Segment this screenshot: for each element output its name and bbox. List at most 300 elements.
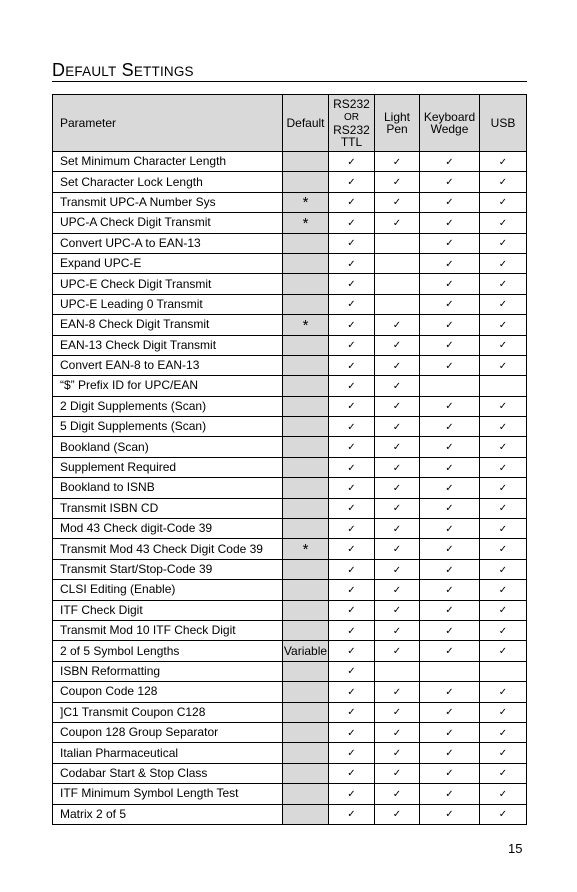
parameter-cell: Coupon 128 Group Separator xyxy=(53,722,283,742)
rs232-cell xyxy=(329,335,375,355)
keyboard-wedge-cell xyxy=(420,539,480,559)
check-icon: ✓ xyxy=(392,401,402,413)
check-icon: ✓ xyxy=(392,727,402,739)
check-icon: ✓ xyxy=(347,646,356,658)
default-cell xyxy=(283,498,329,518)
light-pen-cell xyxy=(375,376,420,396)
page-title xyxy=(52,60,194,82)
rs232-cell xyxy=(329,498,375,518)
check-icon: ✓ xyxy=(392,360,402,372)
title-initial-d: D xyxy=(52,60,66,80)
table-row xyxy=(53,539,527,559)
table-row xyxy=(53,620,527,640)
header-keyboard-wedge xyxy=(420,95,480,152)
default-cell xyxy=(283,784,329,804)
check-icon: ✓ xyxy=(445,319,454,331)
default-settings-table xyxy=(52,94,527,825)
parameter-cell: ]C1 Transmit Coupon C128 xyxy=(53,702,283,722)
check-icon: ✓ xyxy=(498,197,508,209)
check-icon: ✓ xyxy=(498,156,508,168)
default-cell xyxy=(283,315,329,335)
default-cell xyxy=(283,763,329,783)
default-cell xyxy=(283,641,329,661)
check-icon: ✓ xyxy=(392,197,402,209)
check-icon: ✓ xyxy=(445,197,454,209)
default-cell xyxy=(283,152,329,172)
usb-cell xyxy=(480,355,527,375)
parameter-cell: 2 Digit Supplements (Scan) xyxy=(53,396,283,416)
light-pen-cell xyxy=(375,682,420,702)
default-cell xyxy=(283,294,329,314)
default-cell xyxy=(283,253,329,273)
default-value: * xyxy=(302,194,309,212)
rs232-cell xyxy=(329,620,375,640)
light-pen-cell xyxy=(375,763,420,783)
table-row xyxy=(53,600,527,620)
light-pen-cell xyxy=(375,396,420,416)
check-icon: ✓ xyxy=(445,503,454,515)
check-icon: ✓ xyxy=(498,421,508,433)
check-icon: ✓ xyxy=(347,380,356,392)
table-row xyxy=(53,192,527,212)
keyboard-wedge-cell xyxy=(420,417,480,437)
check-icon: ✓ xyxy=(347,462,356,474)
check-icon: ✓ xyxy=(445,544,454,556)
usb-cell xyxy=(480,396,527,416)
keyboard-wedge-cell xyxy=(420,580,480,600)
check-icon: ✓ xyxy=(392,605,402,617)
check-icon: ✓ xyxy=(445,401,454,413)
table-row xyxy=(53,253,527,273)
light-pen-cell xyxy=(375,559,420,579)
usb-cell xyxy=(480,294,527,314)
rs232-cell xyxy=(329,396,375,416)
default-cell xyxy=(283,519,329,539)
header-light-pen-line1: Light xyxy=(383,110,411,124)
header-rs232 xyxy=(329,95,375,152)
light-pen-cell xyxy=(375,620,420,640)
usb-cell xyxy=(480,580,527,600)
rs232-cell xyxy=(329,376,375,396)
keyboard-wedge-cell xyxy=(420,213,480,233)
check-icon: ✓ xyxy=(347,605,356,617)
rs232-cell xyxy=(329,519,375,539)
parameter-cell: Bookland to ISNB xyxy=(53,478,283,498)
check-icon: ✓ xyxy=(445,156,454,168)
usb-cell xyxy=(480,437,527,457)
parameter-cell: ITF Check Digit xyxy=(53,600,283,620)
light-pen-cell xyxy=(375,172,420,192)
table-row xyxy=(53,743,527,763)
keyboard-wedge-cell xyxy=(420,376,480,396)
light-pen-cell xyxy=(375,600,420,620)
header-default: Default xyxy=(283,95,329,152)
check-icon: ✓ xyxy=(445,707,454,719)
default-cell xyxy=(283,722,329,742)
rs232-cell xyxy=(329,233,375,253)
check-icon: ✓ xyxy=(498,646,508,658)
rs232-cell xyxy=(329,539,375,559)
keyboard-wedge-cell xyxy=(420,600,480,620)
check-icon: ✓ xyxy=(498,707,508,719)
usb-cell xyxy=(480,682,527,702)
keyboard-wedge-cell xyxy=(420,437,480,457)
header-parameter: Parameter xyxy=(53,95,283,152)
usb-cell xyxy=(480,376,527,396)
default-cell xyxy=(283,192,329,212)
parameter-cell: UPC-E Check Digit Transmit xyxy=(53,274,283,294)
check-icon: ✓ xyxy=(392,503,402,515)
check-icon: ✓ xyxy=(347,258,356,270)
check-icon: ✓ xyxy=(347,177,356,189)
page-number: 15 xyxy=(508,841,523,856)
usb-cell xyxy=(480,172,527,192)
check-icon: ✓ xyxy=(445,299,454,311)
check-icon: ✓ xyxy=(445,523,454,535)
usb-cell xyxy=(480,213,527,233)
check-icon: ✓ xyxy=(445,238,454,250)
light-pen-cell xyxy=(375,213,420,233)
usb-cell xyxy=(480,620,527,640)
light-pen-cell xyxy=(375,784,420,804)
check-icon: ✓ xyxy=(445,340,454,352)
light-pen-cell xyxy=(375,233,420,253)
check-icon: ✓ xyxy=(498,401,508,413)
table-row xyxy=(53,213,527,233)
parameter-cell: Transmit Mod 10 ITF Check Digit xyxy=(53,620,283,640)
light-pen-cell xyxy=(375,804,420,824)
default-cell xyxy=(283,804,329,824)
check-icon: ✓ xyxy=(498,584,508,596)
light-pen-cell xyxy=(375,722,420,742)
parameter-cell: Codabar Start & Stop Class xyxy=(53,763,283,783)
check-icon: ✓ xyxy=(347,564,356,576)
check-icon: ✓ xyxy=(347,544,356,556)
light-pen-cell xyxy=(375,315,420,335)
rs232-cell xyxy=(329,559,375,579)
table-row xyxy=(53,376,527,396)
check-icon: ✓ xyxy=(498,625,508,637)
default-cell xyxy=(283,478,329,498)
check-icon: ✓ xyxy=(347,523,356,535)
keyboard-wedge-cell xyxy=(420,620,480,640)
check-icon: ✓ xyxy=(445,421,454,433)
parameter-cell: 5 Digit Supplements (Scan) xyxy=(53,417,283,437)
rs232-cell xyxy=(329,172,375,192)
check-icon: ✓ xyxy=(392,768,402,780)
header-rs232-line4: TTL xyxy=(340,135,363,149)
check-icon: ✓ xyxy=(347,482,356,494)
check-icon: ✓ xyxy=(347,156,356,168)
check-icon: ✓ xyxy=(498,748,508,760)
parameter-cell: Transmit Start/Stop-Code 39 xyxy=(53,559,283,579)
check-icon: ✓ xyxy=(498,727,508,739)
rs232-cell xyxy=(329,253,375,273)
rs232-cell xyxy=(329,641,375,661)
check-icon: ✓ xyxy=(347,197,356,209)
default-cell xyxy=(283,417,329,437)
default-cell xyxy=(283,233,329,253)
check-icon: ✓ xyxy=(347,299,356,311)
default-cell xyxy=(283,437,329,457)
light-pen-cell xyxy=(375,498,420,518)
check-icon: ✓ xyxy=(445,625,454,637)
check-icon: ✓ xyxy=(392,809,402,821)
keyboard-wedge-cell xyxy=(420,315,480,335)
check-icon: ✓ xyxy=(498,768,508,780)
check-icon: ✓ xyxy=(445,482,454,494)
rs232-cell xyxy=(329,722,375,742)
light-pen-cell xyxy=(375,641,420,661)
check-icon: ✓ xyxy=(445,258,454,270)
table-row xyxy=(53,417,527,437)
check-icon: ✓ xyxy=(498,544,508,556)
usb-cell xyxy=(480,804,527,824)
parameter-cell: Set Character Lock Length xyxy=(53,172,283,192)
keyboard-wedge-cell xyxy=(420,804,480,824)
keyboard-wedge-cell xyxy=(420,152,480,172)
check-icon: ✓ xyxy=(347,279,356,291)
default-cell xyxy=(283,213,329,233)
parameter-cell: Expand UPC-E xyxy=(53,253,283,273)
light-pen-cell xyxy=(375,478,420,498)
check-icon: ✓ xyxy=(347,401,356,413)
light-pen-cell xyxy=(375,417,420,437)
check-icon: ✓ xyxy=(498,523,508,535)
usb-cell xyxy=(480,233,527,253)
parameter-cell: Convert UPC-A to EAN-13 xyxy=(53,233,283,253)
light-pen-cell xyxy=(375,274,420,294)
keyboard-wedge-cell xyxy=(420,559,480,579)
keyboard-wedge-cell xyxy=(420,641,480,661)
check-icon: ✓ xyxy=(347,340,356,352)
rs232-cell xyxy=(329,152,375,172)
default-cell xyxy=(283,702,329,722)
usb-cell xyxy=(480,152,527,172)
table-row xyxy=(53,457,527,477)
check-icon: ✓ xyxy=(445,646,454,658)
usb-cell xyxy=(480,763,527,783)
check-icon: ✓ xyxy=(347,238,356,250)
rs232-cell xyxy=(329,804,375,824)
check-icon: ✓ xyxy=(392,340,402,352)
table-row xyxy=(53,763,527,783)
table-header-row xyxy=(53,95,527,152)
keyboard-wedge-cell xyxy=(420,743,480,763)
table-body xyxy=(53,152,527,825)
light-pen-cell xyxy=(375,702,420,722)
usb-cell xyxy=(480,519,527,539)
check-icon: ✓ xyxy=(392,544,402,556)
keyboard-wedge-cell xyxy=(420,335,480,355)
check-icon: ✓ xyxy=(498,319,508,331)
header-keyboard-wedge-line2: Wedge xyxy=(430,122,469,136)
light-pen-cell xyxy=(375,437,420,457)
rs232-cell xyxy=(329,417,375,437)
header-rs232-line3: RS232 xyxy=(333,123,370,137)
parameter-cell: EAN-8 Check Digit Transmit xyxy=(53,315,283,335)
check-icon: ✓ xyxy=(498,340,508,352)
rs232-cell xyxy=(329,437,375,457)
keyboard-wedge-cell xyxy=(420,396,480,416)
title-rest-default: EFAULT xyxy=(65,64,117,79)
keyboard-wedge-cell xyxy=(420,355,480,375)
check-icon: ✓ xyxy=(445,279,454,291)
usb-cell xyxy=(480,600,527,620)
usb-cell xyxy=(480,702,527,722)
table-row xyxy=(53,233,527,253)
title-rule xyxy=(52,81,527,82)
check-icon: ✓ xyxy=(445,584,454,596)
table-row xyxy=(53,396,527,416)
rs232-cell xyxy=(329,457,375,477)
usb-cell xyxy=(480,335,527,355)
check-icon: ✓ xyxy=(445,686,454,698)
header-rs232-line1: RS232 xyxy=(333,97,370,111)
check-icon: ✓ xyxy=(392,156,402,168)
parameter-cell: Coupon Code 128 xyxy=(53,682,283,702)
keyboard-wedge-cell xyxy=(420,763,480,783)
rs232-cell xyxy=(329,580,375,600)
check-icon: ✓ xyxy=(445,605,454,617)
usb-cell xyxy=(480,539,527,559)
check-icon: ✓ xyxy=(392,625,402,637)
usb-cell xyxy=(480,661,527,681)
parameter-cell: ISBN Reformatting xyxy=(53,661,283,681)
parameter-cell: Convert EAN-8 to EAN-13 xyxy=(53,355,283,375)
parameter-cell: Set Minimum Character Length xyxy=(53,152,283,172)
check-icon: ✓ xyxy=(392,523,402,535)
default-cell xyxy=(283,620,329,640)
default-cell xyxy=(283,559,329,579)
light-pen-cell xyxy=(375,355,420,375)
header-usb: USB xyxy=(480,95,527,152)
rs232-cell xyxy=(329,213,375,233)
usb-cell xyxy=(480,274,527,294)
usb-cell xyxy=(480,559,527,579)
check-icon: ✓ xyxy=(347,748,356,760)
table-row xyxy=(53,498,527,518)
check-icon: ✓ xyxy=(498,217,508,229)
table-row xyxy=(53,172,527,192)
usb-cell xyxy=(480,417,527,437)
keyboard-wedge-cell xyxy=(420,722,480,742)
check-icon: ✓ xyxy=(347,442,356,454)
rs232-cell xyxy=(329,294,375,314)
check-icon: ✓ xyxy=(392,217,402,229)
check-icon: ✓ xyxy=(392,319,402,331)
check-icon: ✓ xyxy=(445,727,454,739)
check-icon: ✓ xyxy=(347,360,356,372)
light-pen-cell xyxy=(375,152,420,172)
keyboard-wedge-cell xyxy=(420,274,480,294)
check-icon: ✓ xyxy=(392,788,402,800)
header-light-pen xyxy=(375,95,420,152)
parameter-cell: EAN-13 Check Digit Transmit xyxy=(53,335,283,355)
parameter-cell: UPC-E Leading 0 Transmit xyxy=(53,294,283,314)
default-value: * xyxy=(302,316,309,334)
usb-cell xyxy=(480,784,527,804)
check-icon: ✓ xyxy=(347,584,356,596)
parameter-cell: 2 of 5 Symbol Lengths xyxy=(53,641,283,661)
parameter-cell: Transmit UPC-A Number Sys xyxy=(53,192,283,212)
title-initial-s: S xyxy=(121,60,134,80)
table-row xyxy=(53,804,527,824)
parameter-cell: Italian Pharmaceutical xyxy=(53,743,283,763)
keyboard-wedge-cell xyxy=(420,478,480,498)
table-row xyxy=(53,478,527,498)
light-pen-cell xyxy=(375,253,420,273)
rs232-cell xyxy=(329,478,375,498)
usb-cell xyxy=(480,192,527,212)
rs232-cell xyxy=(329,355,375,375)
keyboard-wedge-cell xyxy=(420,702,480,722)
check-icon: ✓ xyxy=(347,666,356,678)
check-icon: ✓ xyxy=(498,258,508,270)
check-icon: ✓ xyxy=(392,442,402,454)
check-icon: ✓ xyxy=(498,442,508,454)
light-pen-cell xyxy=(375,539,420,559)
usb-cell xyxy=(480,722,527,742)
parameter-cell: ITF Minimum Symbol Length Test xyxy=(53,784,283,804)
default-cell xyxy=(283,539,329,559)
keyboard-wedge-cell xyxy=(420,233,480,253)
check-icon: ✓ xyxy=(498,177,508,189)
table-row xyxy=(53,437,527,457)
light-pen-cell xyxy=(375,192,420,212)
check-icon: ✓ xyxy=(498,788,508,800)
usb-cell xyxy=(480,315,527,335)
keyboard-wedge-cell xyxy=(420,519,480,539)
check-icon: ✓ xyxy=(392,564,402,576)
table-row xyxy=(53,641,527,661)
usb-cell xyxy=(480,743,527,763)
check-icon: ✓ xyxy=(392,707,402,719)
rs232-cell xyxy=(329,600,375,620)
check-icon: ✓ xyxy=(392,482,402,494)
rs232-cell xyxy=(329,192,375,212)
check-icon: ✓ xyxy=(392,584,402,596)
check-icon: ✓ xyxy=(347,319,356,331)
check-icon: ✓ xyxy=(347,768,356,780)
light-pen-cell xyxy=(375,457,420,477)
default-cell xyxy=(283,376,329,396)
table-row xyxy=(53,315,527,335)
check-icon: ✓ xyxy=(445,748,454,760)
check-icon: ✓ xyxy=(392,177,402,189)
table-row xyxy=(53,294,527,314)
parameter-cell: Transmit Mod 43 Check Digit Code 39 xyxy=(53,539,283,559)
default-value: Variable xyxy=(283,643,328,658)
rs232-cell xyxy=(329,682,375,702)
usb-cell xyxy=(480,478,527,498)
check-icon: ✓ xyxy=(498,564,508,576)
header-keyboard-wedge-line1: Keyboard xyxy=(423,110,476,124)
check-icon: ✓ xyxy=(347,217,356,229)
table-row xyxy=(53,580,527,600)
parameter-cell: Transmit ISBN CD xyxy=(53,498,283,518)
default-cell xyxy=(283,661,329,681)
check-icon: ✓ xyxy=(347,809,356,821)
check-icon: ✓ xyxy=(347,707,356,719)
keyboard-wedge-cell xyxy=(420,294,480,314)
default-cell xyxy=(283,335,329,355)
check-icon: ✓ xyxy=(498,279,508,291)
usb-cell xyxy=(480,641,527,661)
light-pen-cell xyxy=(375,519,420,539)
rs232-cell xyxy=(329,661,375,681)
table-row xyxy=(53,355,527,375)
